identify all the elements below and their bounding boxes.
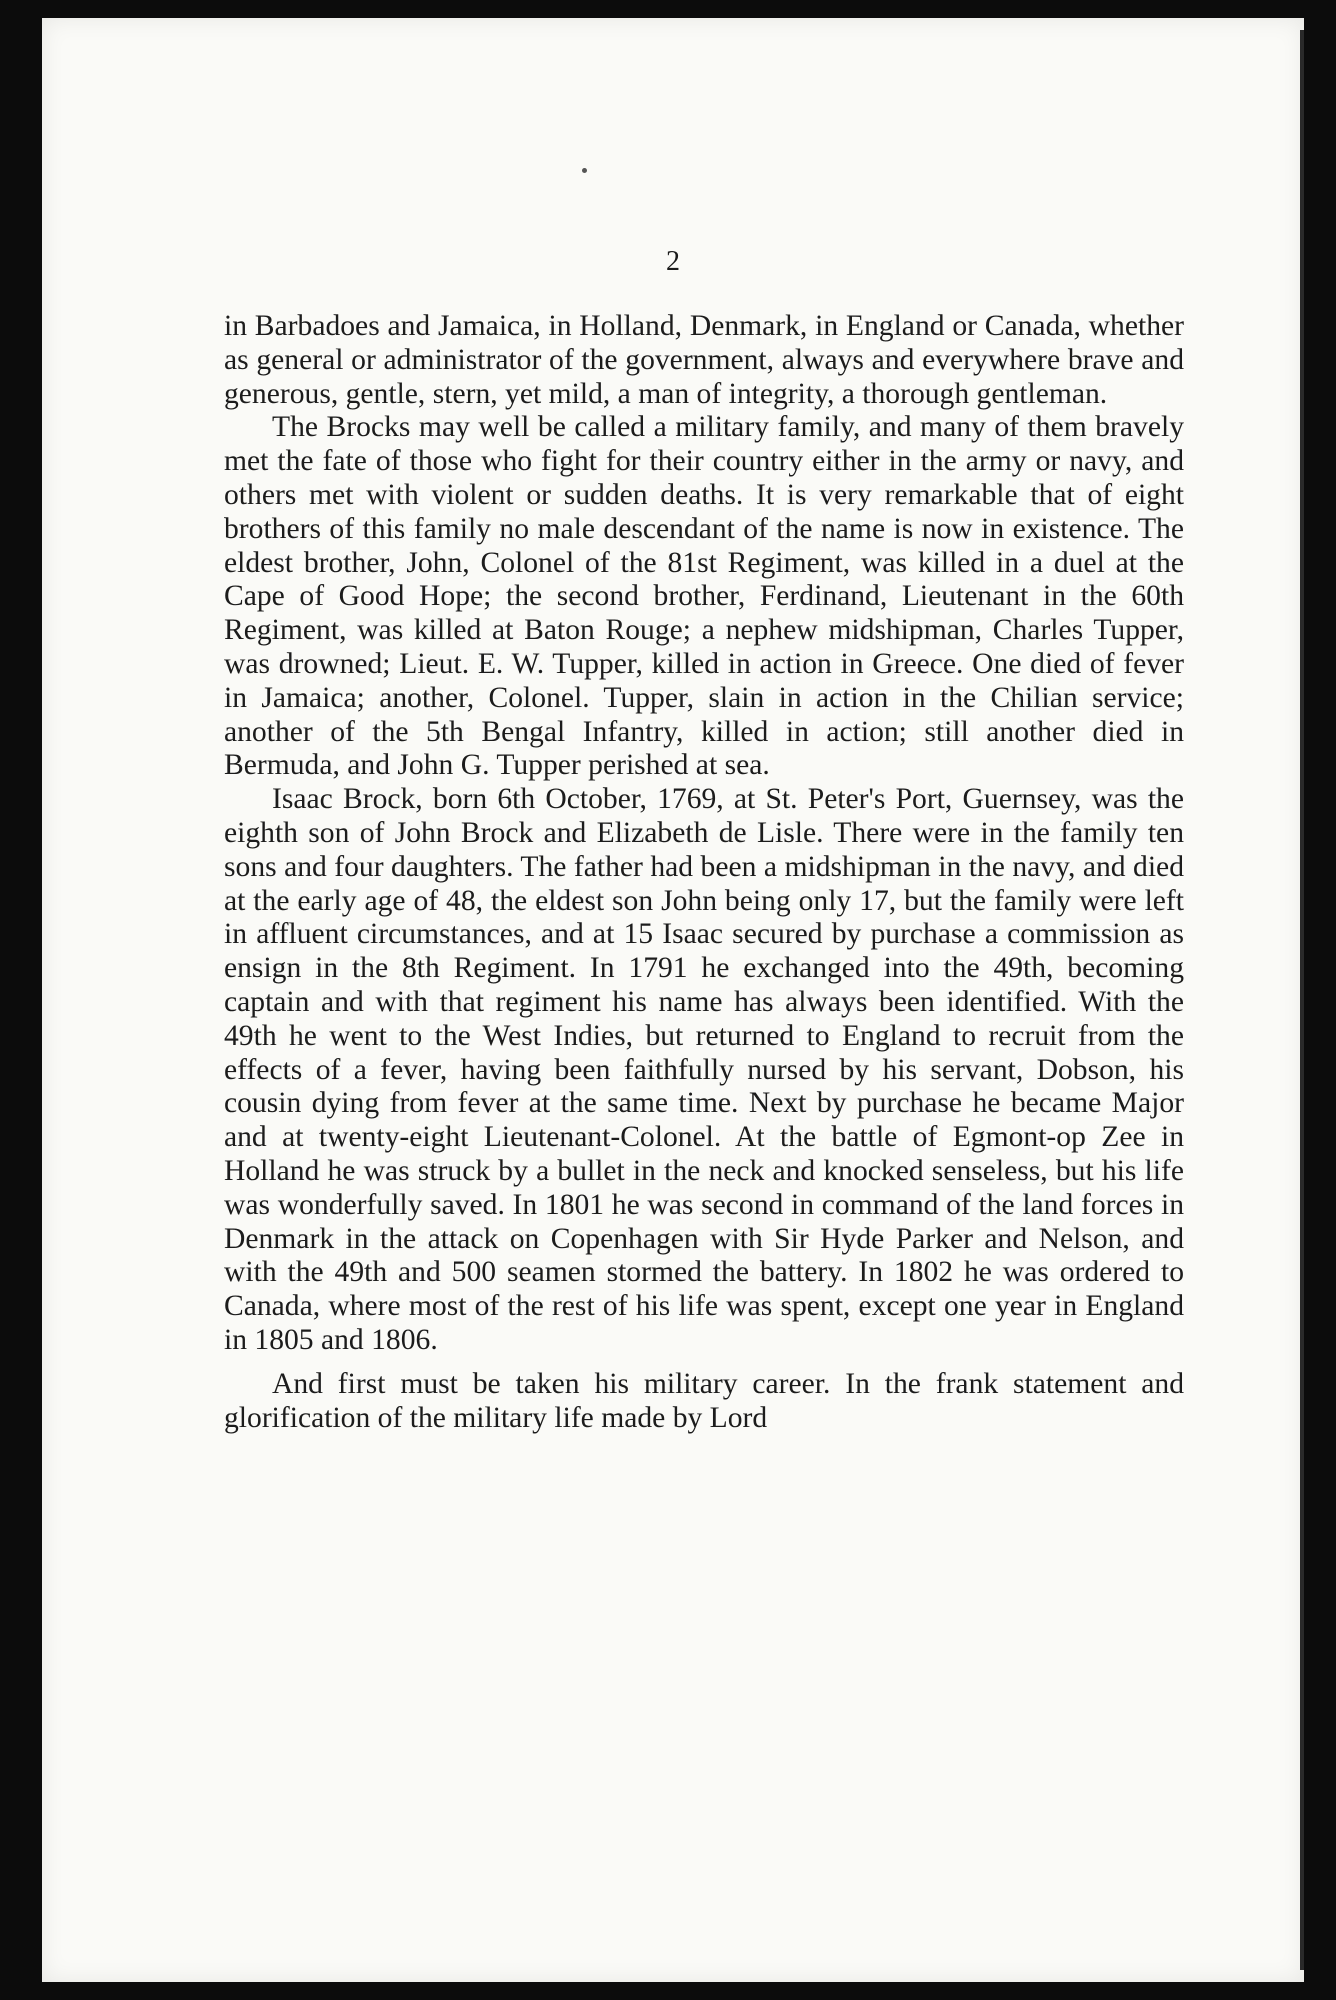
page-edge — [1300, 30, 1304, 1970]
paragraph-2: The Brocks may well be called a military family, and many of them bravely met the fate of those who fight for their country either in the army or navy, and others met with violent or sudden deaths. It is very remarkable that of eight brothers of this family no male descendant of the name is now in existence. The eldest brother, John, Colonel of the 81st Regiment, was killed in a duel at the Cape of Good Hope; the second brother, Ferdinand, Lieutenant in the 60th Regiment, was killed at Baton Rouge; a nephew midshipman, Charles Tupper, was drowned; Lieut. E. W. Tupper, killed in action in Greece. One died of fever in Jamaica; another, Colonel. Tupper, slain in action in the Chilian service; another of the 5th Bengal Infantry, killed in action; still another died in Bermuda, and John G. Tupper perished at sea. — [224, 411, 1184, 782]
body-text — [224, 310, 1184, 1435]
ink-speck — [582, 168, 587, 173]
paragraph-4: And first must be taken his military career. In the frank statement and glorification of the military life made by Lord — [224, 1367, 1184, 1434]
book-page — [42, 18, 1304, 1982]
paragraph-1: in Barbadoes and Jamaica, in Holland, Denmark, in England or Canada, whether as general or administrator of the government, always and everywhere brave and generous, gentle, stern, yet mild, a man of integrity, a thorough gentleman. — [224, 310, 1184, 410]
page-number: 2 — [666, 246, 680, 277]
paragraph-3: Isaac Brock, born 6th October, 1769, at St. Peter's Port, Guernsey, was the eighth son of John Brock and Elizabeth de Lisle. There were in the family ten sons and four daughters. The father had been a midshipman in the navy, and died at the early age of 48, the eldest son John being only 17, but the family were left in affluent circumstances, and at 15 Isaac secured by purchase a commission as ensign in the 8th Regiment. In 1791 he exchanged into the 49th, becoming captain and with that regiment his name has always been identified. With the 49th he went to the West Indies, but returned to England to recruit from the effects of a fever, having been faithfully nursed by his servant, Dobson, his cousin dying from fever at the same time. Next by purchase he became Major and at twenty-eight Lieutenant-Colonel. At the battle of Egmont-op Zee in Holland he was struck by a bullet in the neck and knocked senseless, but his life was wonderfully saved. In 1801 he was second in command of the land forces in Denmark in the attack on Copenhagen with Sir Hyde Parker and Nelson, and with the 49th and 500 seamen stormed the battery. In 1802 he was ordered to Canada, where most of the rest of his life was spent, except one year in England in 1805 and 1806. — [224, 783, 1184, 1356]
